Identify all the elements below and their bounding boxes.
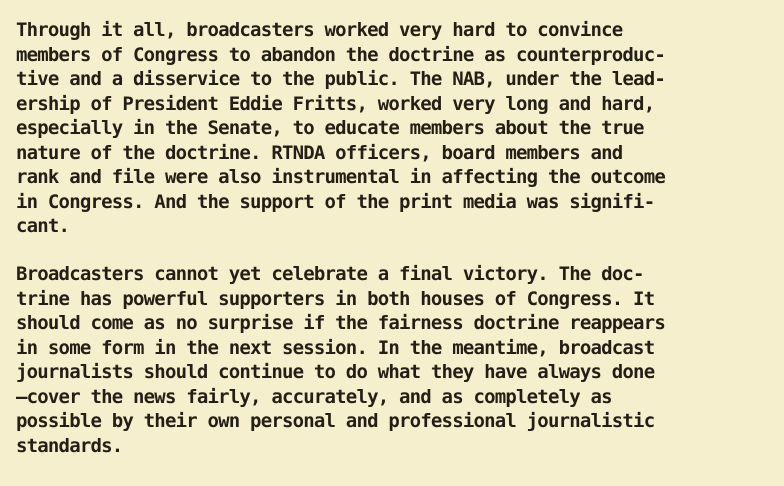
paragraph-line: possible by their own personal and professional journalistic [16, 410, 655, 432]
paragraph-line: in Congress. And the support of the print media was signifi- [16, 190, 655, 213]
paragraph-line: Through it all, broadcasters worked very hard to convince [16, 19, 623, 41]
paragraph-line: Broadcasters cannot yet celebrate a final victory. The doc- [16, 263, 644, 285]
paragraph-line: members of Congress to abandon the doctrine as counterproduc- [16, 43, 665, 66]
paragraph-line: ership of President Eddie Fritts, worked very long and hard, [16, 92, 655, 115]
paragraph-line: nature of the doctrine. RTNDA officers, board members and [16, 141, 623, 164]
paragraph-2 [16, 262, 772, 458]
paragraph-1 [16, 18, 772, 239]
paragraph-line: —cover the news fairly, accurately, and as completely as [16, 385, 612, 408]
paragraph-line: cant. [16, 215, 70, 237]
paragraph-line: rank and file were also instrumental in affecting the outcome [16, 166, 665, 188]
paragraph-line: tive and a disservice to the public. The NAB, under the lead- [16, 68, 665, 90]
paragraph-line: journalists should continue to do what they have always done [16, 361, 655, 383]
paragraph-line: standards. [16, 434, 123, 457]
paragraph-line: should come as no surprise if the fairness doctrine reappears [16, 312, 665, 334]
paragraph-line: in some form in the next session. In the meantime, broadcast [16, 336, 655, 359]
paragraph-line: trine has powerful supporters in both houses of Congress. It [16, 287, 655, 310]
paragraph-line: especially in the Senate, to educate members about the true [16, 117, 644, 139]
